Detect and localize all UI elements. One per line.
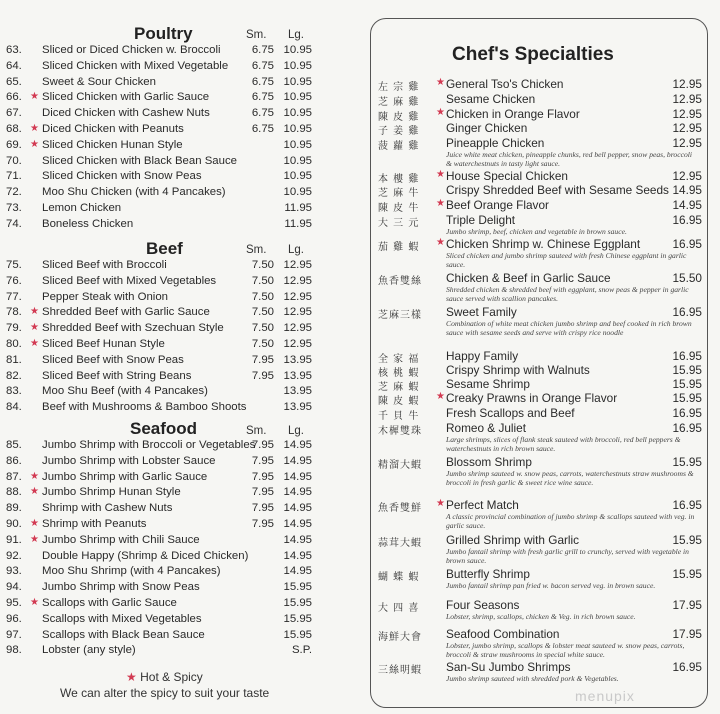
hot-spicy-star-icon: ★ bbox=[30, 123, 39, 134]
specialty-description: Jumbo fantail shrimp with fresh garlic grill to crunchy, served with vegetable in brown sauce. bbox=[446, 547, 689, 565]
item-number: 80. bbox=[6, 338, 22, 350]
hot-spicy-star-icon: ★ bbox=[30, 138, 39, 150]
menu-item bbox=[6, 43, 356, 57]
menu-item bbox=[6, 274, 356, 288]
item-number: 65. bbox=[6, 75, 22, 88]
item-name: Double Happy (Shrimp & Diced Chicken) bbox=[42, 549, 249, 562]
specialty-description: Jumbo shrimp, beef, chicken and vegetable in brown sauce. bbox=[446, 227, 627, 236]
item-price-large: 12.95 bbox=[283, 274, 312, 287]
item-number: 84. bbox=[6, 401, 22, 414]
item-price-large: 15.95 bbox=[283, 612, 312, 625]
chinese-name: 木樨雙珠 bbox=[378, 426, 422, 437]
chinese-name: 海鮮大會 bbox=[378, 632, 422, 643]
specialty-price: 16.95 bbox=[672, 237, 702, 251]
menu-item bbox=[6, 628, 356, 642]
item-price-large: 15.95 bbox=[283, 628, 312, 641]
item-price-large: 14.95 bbox=[283, 549, 312, 562]
item-name: Moo Shu Chicken (with 4 Pancakes) bbox=[42, 186, 226, 199]
item-price-large: 10.95 bbox=[283, 138, 312, 151]
chinese-name: 陳 皮 蝦 bbox=[378, 396, 420, 407]
specialty-name: Chicken Shrimp w. Chinese Eggplant bbox=[446, 237, 641, 251]
menu-item bbox=[6, 596, 356, 610]
specialty-description: Jumbo shrimp sauteed with shredded pork & Vegetables. bbox=[446, 674, 619, 683]
specialty-price: 12.95 bbox=[672, 77, 702, 91]
hot-spicy-star-icon: ★ bbox=[30, 338, 39, 349]
menu-item bbox=[6, 106, 356, 120]
specialty-price: 16.95 bbox=[672, 421, 702, 435]
item-price-small: 7.95 bbox=[251, 518, 274, 530]
menu-item bbox=[6, 59, 356, 73]
item-name: Sliced Beef Hunan Style bbox=[42, 338, 165, 350]
hot-spicy-star-icon: ★ bbox=[30, 91, 39, 103]
item-name: Jumbo Shrimp Hunan Style bbox=[42, 486, 181, 499]
small-size-header: Sm. bbox=[246, 425, 267, 437]
item-number: 76. bbox=[6, 274, 22, 287]
item-name: Jumbo Shrimp with Lobster Sauce bbox=[42, 454, 216, 467]
item-name: Pepper Steak with Onion bbox=[42, 290, 169, 303]
legend-hot-spicy bbox=[126, 670, 203, 684]
specialty-description: Sliced chicken and jumbo shrimp sauteed with fresh Chinese eggplant in garlic sauce. bbox=[446, 251, 687, 269]
specialty-name: Fresh Scallops and Beef bbox=[446, 406, 575, 420]
item-price-small: 6.75 bbox=[251, 44, 274, 56]
item-price-large: 13.95 bbox=[283, 369, 312, 382]
item-price-large: 15.95 bbox=[283, 581, 312, 594]
item-name: Sliced Chicken with Black Bean Sauce bbox=[42, 154, 238, 167]
specialty-name: Butterfly Shrimp bbox=[446, 567, 530, 581]
item-name: Jumbo Shrimp with Broccoli or Vegetables bbox=[42, 439, 256, 451]
chef-specialties-title: Chef's Specialties bbox=[452, 44, 614, 65]
item-number: 85. bbox=[6, 439, 22, 451]
item-number: 67. bbox=[6, 107, 22, 120]
specialty-price: 15.95 bbox=[672, 567, 702, 581]
hot-spicy-star-icon: ★ bbox=[436, 169, 445, 180]
item-name: Scallops with Black Bean Sauce bbox=[42, 628, 205, 641]
chinese-name: 精溜大蝦 bbox=[378, 460, 422, 471]
menu-item bbox=[6, 122, 356, 136]
item-price-large: 10.95 bbox=[283, 59, 312, 72]
specialty-description: Jumbo shrimp sauteed w. snow peas, carrots, waterchestnuts straw mushrooms & broccoli in fresh garlic & sweet rice wine sauce. bbox=[446, 469, 694, 487]
item-price-small: 6.75 bbox=[251, 91, 274, 104]
item-price-large: 12.95 bbox=[283, 290, 312, 303]
item-price-large: 11.95 bbox=[284, 202, 312, 214]
specialty-name: Sesame Shrimp bbox=[446, 377, 530, 391]
menu-item bbox=[6, 337, 356, 351]
hot-spicy-star-icon: ★ bbox=[436, 198, 445, 209]
item-price-large: 14.95 bbox=[283, 454, 312, 467]
large-size-header: Lg. bbox=[288, 29, 304, 41]
chinese-name: 芝麻三樣 bbox=[378, 310, 422, 321]
item-price-small: 7.95 bbox=[251, 470, 274, 483]
specialty-name: General Tso's Chicken bbox=[446, 77, 564, 91]
chinese-name: 芝 麻 蝦 bbox=[378, 382, 420, 393]
item-number: 78. bbox=[6, 306, 22, 319]
menu-item bbox=[6, 517, 356, 531]
hot-spicy-star-icon: ★ bbox=[30, 518, 39, 529]
menu-item bbox=[6, 369, 356, 383]
specialty-price: 15.95 bbox=[672, 455, 702, 469]
specialty-price: 15.95 bbox=[672, 363, 702, 377]
specialty-name: Four Seasons bbox=[446, 598, 520, 612]
specialty-description: Combination of white meat chicken jumbo shrimp and beef cooked in rich brown sauce with sesame seeds and serve with crispy rice noodle bbox=[446, 319, 692, 337]
item-number: 71. bbox=[6, 170, 22, 183]
item-name: Lobster (any style) bbox=[42, 644, 136, 657]
chinese-name: 魚香雙鮮 bbox=[378, 503, 422, 514]
specialty-price: 17.95 bbox=[672, 598, 702, 612]
chinese-name: 蒜茸大蝦 bbox=[378, 538, 422, 549]
item-name: Sweet & Sour Chicken bbox=[42, 75, 156, 88]
item-price-large: 14.95 bbox=[283, 470, 312, 483]
item-price-large: 14.95 bbox=[283, 533, 312, 546]
chinese-name: 大 四 喜 bbox=[378, 603, 420, 614]
specialty-price: 12.95 bbox=[672, 136, 702, 150]
chinese-name: 菠 蘿 雞 bbox=[378, 141, 420, 152]
specialty-price: 14.95 bbox=[672, 198, 702, 212]
hot-spicy-star-icon: ★ bbox=[126, 670, 137, 684]
chinese-name: 大 三 元 bbox=[378, 218, 420, 229]
item-price-large: 13.95 bbox=[283, 353, 312, 366]
specialty-name: San-Su Jumbo Shrimps bbox=[446, 660, 571, 674]
item-number: 73. bbox=[6, 202, 22, 214]
item-price-small: 6.75 bbox=[251, 59, 274, 72]
item-name: Shrimp with Peanuts bbox=[42, 518, 147, 530]
large-size-header: Lg. bbox=[288, 244, 304, 256]
item-name: Lemon Chicken bbox=[42, 202, 122, 214]
item-number: 72. bbox=[6, 186, 22, 199]
item-price-large: 11.95 bbox=[284, 217, 312, 230]
item-price-small: 7.95 bbox=[251, 353, 274, 366]
hot-spicy-star-icon: ★ bbox=[30, 306, 39, 318]
item-price-small: 7.50 bbox=[251, 306, 274, 319]
specialty-description: Large shrimps, slices of flank steak sauteed with broccoli, red bell peppers & waterchestnuts in rich brown sauce. bbox=[446, 435, 681, 453]
item-price-small: 6.75 bbox=[251, 107, 274, 120]
item-price-large: 10.95 bbox=[283, 123, 312, 135]
item-price-large: 14.95 bbox=[283, 518, 312, 530]
item-price-small: 7.95 bbox=[251, 369, 274, 382]
menu-item bbox=[6, 138, 356, 152]
hot-spicy-star-icon: ★ bbox=[30, 470, 39, 482]
item-name: Sliced Chicken with Garlic Sauce bbox=[42, 91, 210, 104]
specialty-price: 12.95 bbox=[672, 121, 702, 135]
item-price-large: 13.95 bbox=[283, 385, 312, 398]
item-price-large: 14.95 bbox=[283, 486, 312, 499]
specialty-price: 16.95 bbox=[672, 498, 702, 512]
item-number: 91. bbox=[6, 533, 22, 546]
item-price-large: 10.95 bbox=[283, 75, 312, 88]
item-name: Boneless Chicken bbox=[42, 217, 134, 230]
chinese-name: 千 貝 牛 bbox=[378, 411, 420, 422]
item-number: 94. bbox=[6, 581, 22, 594]
item-price-small: 7.50 bbox=[251, 322, 274, 335]
chinese-name: 茄 雞 蝦 bbox=[378, 242, 420, 253]
chinese-name: 魚香雙絲 bbox=[378, 276, 422, 287]
specialty-name: Creaky Prawns in Orange Flavor bbox=[446, 391, 618, 405]
item-name: Sliced Beef with String Beans bbox=[42, 369, 192, 382]
item-price-large: 10.95 bbox=[283, 44, 312, 56]
item-price-small: 7.95 bbox=[251, 486, 274, 499]
specialty-price: 12.95 bbox=[672, 92, 702, 106]
item-price-large: 10.95 bbox=[283, 170, 312, 183]
specialty-name: Ginger Chicken bbox=[446, 121, 528, 135]
specialty-name: Sesame Chicken bbox=[446, 92, 536, 106]
menu-item bbox=[6, 643, 356, 657]
item-name: Diced Chicken with Peanuts bbox=[42, 123, 184, 135]
specialty-description: Shredded chicken & shredded beef with eggplant, snow peas & pepper in garlic sauce served with scallion pancakes. bbox=[446, 285, 689, 303]
item-name: Jumbo Shrimp with Chili Sauce bbox=[42, 533, 200, 546]
watermark-logo: menupix bbox=[575, 688, 635, 704]
item-name: Sliced or Diced Chicken w. Broccoli bbox=[42, 44, 221, 56]
specialty-description: Jumbo fantail shrimp pan fried w. bacon served veg. in brown sauce. bbox=[446, 581, 656, 590]
menu-item bbox=[6, 501, 356, 515]
item-name: Jumbo Shrimp with Snow Peas bbox=[42, 581, 200, 594]
section-title-seafood: Seafood bbox=[130, 419, 198, 438]
specialty-name: Seafood Combination bbox=[446, 627, 560, 641]
item-price-large: 12.95 bbox=[283, 338, 312, 350]
menu-item bbox=[6, 90, 356, 104]
item-number: 69. bbox=[6, 138, 22, 151]
item-number: 88. bbox=[6, 486, 22, 499]
item-price-large: 12.95 bbox=[283, 259, 312, 271]
item-price-small: 7.95 bbox=[251, 502, 274, 515]
specialty-name: Beef Orange Flavor bbox=[446, 198, 549, 212]
specialty-name: Blossom Shrimp bbox=[446, 455, 532, 469]
item-name: Shrimp with Cashew Nuts bbox=[42, 502, 173, 515]
item-number: 96. bbox=[6, 612, 22, 625]
item-price-large: 10.95 bbox=[283, 107, 312, 120]
item-name: Scallops with Mixed Vegetables bbox=[42, 612, 202, 625]
hot-spicy-star-icon: ★ bbox=[30, 597, 39, 608]
item-number: 81. bbox=[6, 353, 22, 366]
hot-spicy-star-icon: ★ bbox=[30, 322, 39, 334]
item-name: Moo Shu Shrimp (with 4 Pancakes) bbox=[42, 565, 221, 578]
item-price-large: 12.95 bbox=[283, 322, 312, 335]
item-number: 79. bbox=[6, 322, 22, 335]
specialty-name: Sweet Family bbox=[446, 305, 517, 319]
item-number: 68. bbox=[6, 123, 22, 135]
hot-spicy-star-icon: ★ bbox=[436, 237, 445, 248]
item-price-large: 12.95 bbox=[283, 306, 312, 319]
specialty-price: 16.95 bbox=[672, 406, 702, 420]
chinese-name: 陳 皮 雞 bbox=[378, 112, 420, 123]
menu-item bbox=[6, 185, 356, 199]
chinese-name: 芝 麻 雞 bbox=[378, 97, 420, 108]
item-number: 89. bbox=[6, 502, 22, 515]
item-number: 82. bbox=[6, 369, 22, 382]
menu-item bbox=[6, 580, 356, 594]
menu-item bbox=[6, 154, 356, 168]
item-number: 77. bbox=[6, 290, 22, 303]
large-size-header: Lg. bbox=[288, 425, 304, 437]
menu-item bbox=[6, 201, 356, 215]
item-number: 95. bbox=[6, 597, 22, 609]
specialty-name: Chicken & Beef in Garlic Sauce bbox=[446, 271, 611, 285]
specialty-price: 12.95 bbox=[672, 107, 702, 121]
item-number: 75. bbox=[6, 259, 22, 271]
menu-item bbox=[6, 217, 356, 231]
chinese-name: 三絲明蝦 bbox=[378, 665, 422, 676]
item-name: Sliced Chicken with Snow Peas bbox=[42, 170, 202, 183]
specialty-name: Crispy Shredded Beef with Sesame Seeds bbox=[446, 183, 669, 197]
specialty-name: Chicken in Orange Flavor bbox=[446, 107, 580, 121]
specialty-price: 17.95 bbox=[672, 627, 702, 641]
item-price-small: 6.75 bbox=[251, 75, 274, 88]
chinese-name: 本 樓 雞 bbox=[378, 174, 420, 185]
specialty-description: Lobster, shrimp, scallops, chicken & Veg. in rich brown sauce. bbox=[446, 612, 636, 621]
specialty-name: House Special Chicken bbox=[446, 169, 568, 183]
item-name: Sliced Beef with Mixed Vegetables bbox=[42, 274, 217, 287]
item-price-small: 7.50 bbox=[251, 290, 274, 303]
specialty-price: 15.95 bbox=[672, 533, 702, 547]
item-name: Jumbo Shrimp with Garlic Sauce bbox=[42, 470, 208, 483]
chinese-name: 芝 麻 牛 bbox=[378, 188, 420, 199]
item-name: Shredded Beef with Szechuan Style bbox=[42, 322, 224, 335]
specialty-description: A classic provincial combination of jumbo shrimp & scallops sauteed with veg. in garlic sauce. bbox=[446, 512, 695, 530]
item-name: Beef with Mushrooms & Bamboo Shoots bbox=[42, 401, 247, 414]
item-price-large: 14.95 bbox=[283, 439, 312, 451]
small-size-header: Sm. bbox=[246, 244, 267, 256]
specialty-price: 16.95 bbox=[672, 305, 702, 319]
spicy-note: We can alter the spicy to suit your taste bbox=[60, 686, 270, 700]
specialty-price: 15.95 bbox=[672, 377, 702, 391]
item-number: 74. bbox=[6, 217, 22, 230]
item-number: 90. bbox=[6, 518, 22, 530]
item-price-small: 7.50 bbox=[251, 259, 274, 271]
specialty-name: Happy Family bbox=[446, 349, 519, 363]
item-price-small: 7.95 bbox=[251, 454, 274, 467]
specialty-price: 15.95 bbox=[672, 391, 702, 405]
specialty-name: Pineapple Chicken bbox=[446, 136, 545, 150]
item-price-small: 7.50 bbox=[251, 274, 274, 287]
specialty-price: 16.95 bbox=[672, 213, 702, 227]
item-price-large: S.P. bbox=[291, 644, 312, 657]
specialty-price: 15.50 bbox=[672, 271, 702, 285]
item-number: 86. bbox=[6, 454, 22, 467]
item-name: Moo Shu Beef (with 4 Pancakes) bbox=[42, 385, 208, 398]
menu-item bbox=[6, 454, 356, 468]
menu-item bbox=[6, 400, 356, 414]
item-price-small: 7.95 bbox=[251, 439, 274, 451]
item-name: Sliced Beef with Broccoli bbox=[42, 259, 167, 271]
menu-item bbox=[6, 290, 356, 304]
specialty-name: Perfect Match bbox=[446, 498, 519, 512]
hot-spicy-star-icon: ★ bbox=[436, 498, 445, 509]
item-name: Scallops with Garlic Sauce bbox=[42, 597, 177, 609]
specialty-name: Grilled Shrimp with Garlic bbox=[446, 533, 580, 547]
section-title-beef: Beef bbox=[146, 239, 183, 258]
specialty-description: Juice white meat chicken, pineapple chunks, red bell pepper, snow peas, broccoli & waterchestnuts in tasty light sauce. bbox=[446, 150, 692, 168]
specialty-name: Crispy Shrimp with Walnuts bbox=[446, 363, 590, 377]
menu-item bbox=[6, 169, 356, 183]
specialty-name: Romeo & Juliet bbox=[446, 421, 526, 435]
item-number: 92. bbox=[6, 549, 22, 562]
hot-spicy-star-icon: ★ bbox=[436, 391, 445, 402]
item-name: Sliced Chicken Hunan Style bbox=[42, 138, 183, 151]
item-name: Sliced Chicken with Mixed Vegetable bbox=[42, 59, 229, 72]
item-price-large: 10.95 bbox=[283, 186, 312, 199]
menu-item bbox=[6, 353, 356, 367]
item-number: 70. bbox=[6, 154, 22, 167]
menu-item bbox=[6, 321, 356, 335]
menu-item bbox=[6, 384, 356, 398]
legend-label: Hot & Spicy bbox=[140, 670, 203, 684]
menu-item bbox=[6, 612, 356, 626]
specialty-name: Triple Delight bbox=[446, 213, 516, 227]
menu-item bbox=[6, 485, 356, 499]
chinese-name: 子 姜 雞 bbox=[378, 126, 420, 137]
item-name: Shredded Beef with Garlic Sauce bbox=[42, 306, 210, 319]
item-number: 97. bbox=[6, 628, 22, 641]
specialty-description: Lobster, jumbo shrimp, scallops & lobster meat sauteed w. snow peas, carrots, broccoli & straw mushrooms in special white sauce. bbox=[446, 641, 685, 659]
item-price-small: 7.50 bbox=[251, 338, 274, 350]
specialty-price: 16.95 bbox=[672, 660, 702, 674]
menu-item bbox=[6, 533, 356, 547]
menu-item bbox=[6, 470, 356, 484]
chinese-name: 左 宗 雞 bbox=[378, 82, 420, 93]
menu-item bbox=[6, 549, 356, 563]
menu-item bbox=[6, 75, 356, 89]
menu-item bbox=[6, 438, 356, 452]
item-price-large: 15.95 bbox=[283, 597, 312, 609]
specialty-price: 12.95 bbox=[672, 169, 702, 183]
menu-item bbox=[6, 305, 356, 319]
item-number: 63. bbox=[6, 44, 22, 56]
item-price-small: 6.75 bbox=[251, 123, 274, 135]
hot-spicy-star-icon: ★ bbox=[30, 533, 39, 545]
menu-item bbox=[6, 564, 356, 578]
hot-spicy-star-icon: ★ bbox=[436, 77, 445, 88]
item-number: 87. bbox=[6, 470, 22, 483]
item-price-large: 13.95 bbox=[283, 401, 312, 414]
small-size-header: Sm. bbox=[246, 29, 267, 41]
item-number: 66. bbox=[6, 91, 22, 104]
chinese-name: 陳 皮 牛 bbox=[378, 203, 420, 214]
item-number: 83. bbox=[6, 385, 22, 398]
menu-item bbox=[6, 258, 356, 272]
item-number: 64. bbox=[6, 59, 22, 72]
chinese-name: 蝴 蝶 蝦 bbox=[378, 572, 420, 583]
item-name: Sliced Beef with Snow Peas bbox=[42, 353, 184, 366]
item-number: 98. bbox=[6, 644, 22, 657]
item-name: Diced Chicken with Cashew Nuts bbox=[42, 107, 210, 120]
item-number: 93. bbox=[6, 565, 22, 578]
item-price-large: 10.95 bbox=[283, 154, 312, 167]
hot-spicy-star-icon: ★ bbox=[436, 107, 445, 118]
item-price-large: 14.95 bbox=[283, 565, 312, 578]
item-price-large: 10.95 bbox=[283, 91, 312, 104]
chinese-name: 全 家 福 bbox=[378, 354, 420, 365]
section-title-poultry: Poultry bbox=[134, 24, 193, 43]
item-price-large: 14.95 bbox=[283, 502, 312, 515]
specialty-price: 16.95 bbox=[672, 349, 702, 363]
chinese-name: 核 桃 蝦 bbox=[378, 368, 420, 379]
hot-spicy-star-icon: ★ bbox=[30, 486, 39, 498]
specialty-price: 14.95 bbox=[672, 183, 702, 197]
